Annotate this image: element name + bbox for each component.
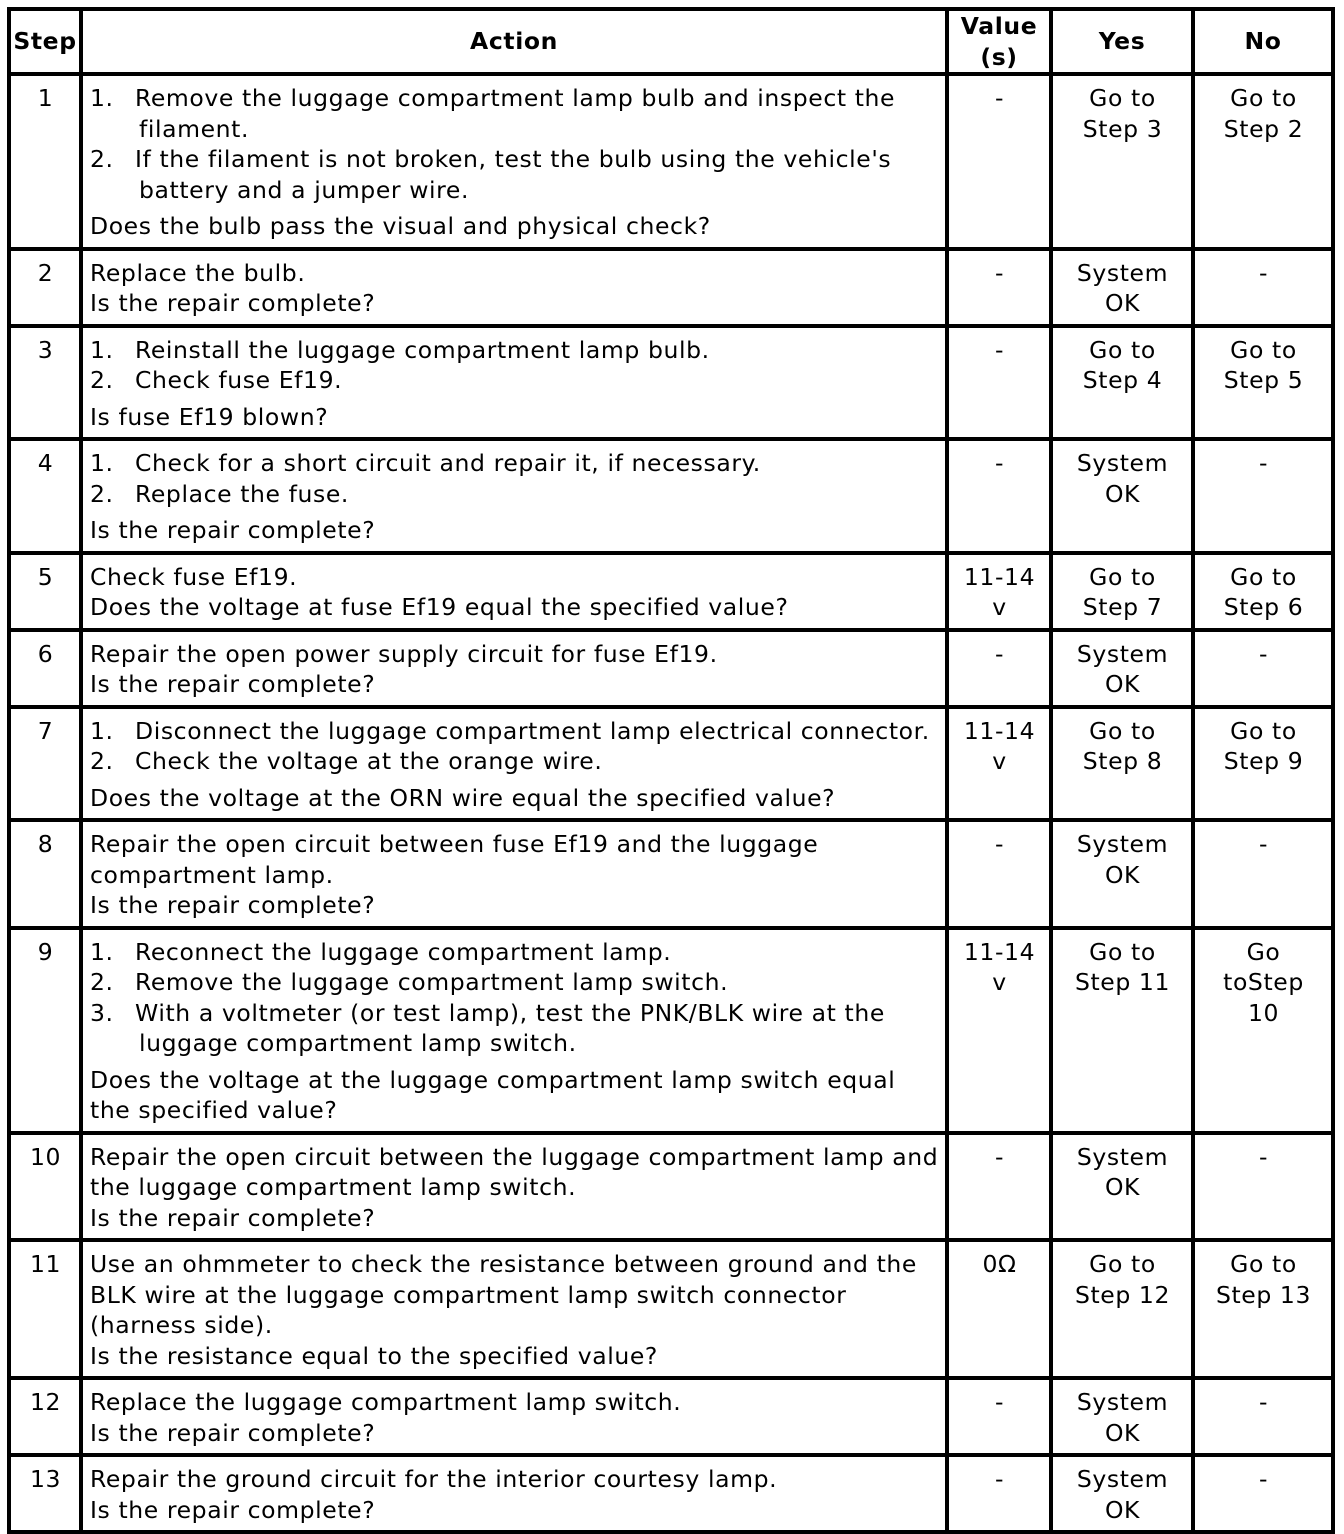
yes-cell: System OK — [1051, 1133, 1193, 1241]
action-question: Does the bulb pass the visual and physical check? — [90, 212, 711, 240]
action-list — [90, 83, 939, 205]
value-cell: 11-14 v — [947, 707, 1051, 821]
value-cell: - — [947, 820, 1051, 928]
action-list-item — [90, 937, 939, 968]
action-item-number: 2. — [90, 479, 114, 508]
action-list — [90, 335, 939, 396]
value-cell: - — [947, 1133, 1051, 1241]
step-number-cell: 12 — [9, 1378, 81, 1455]
header-action: Action — [81, 9, 947, 74]
value-cell: - — [947, 74, 1051, 249]
action-item-text: Reinstall the luggage compartment lamp bulb. — [135, 335, 710, 364]
action-list-item — [90, 83, 939, 144]
no-cell: - — [1193, 820, 1333, 928]
no-cell: Go toStep 10 — [1193, 928, 1333, 1133]
yes-cell: Go to Step 12 — [1051, 1240, 1193, 1378]
yes-cell: System OK — [1051, 249, 1193, 326]
no-cell: Go to Step 13 — [1193, 1240, 1333, 1378]
action-text: Replace the luggage compartment lamp switch. Is the repair complete? — [90, 1388, 682, 1447]
action-question: Is fuse Ef19 blown? — [90, 402, 329, 431]
action-text: Repair the open circuit between the luggage compartment lamp and the luggage compartment lamp switch. Is the repair complete? — [90, 1142, 939, 1232]
table-row — [9, 439, 1333, 553]
action-cell — [81, 1240, 947, 1378]
action-item-text: Check the voltage at the orange wire. — [135, 747, 603, 775]
no-cell: Go to Step 6 — [1193, 553, 1333, 630]
step-number-cell: 6 — [9, 630, 81, 707]
action-list — [90, 448, 939, 509]
action-text: Repair the open circuit between fuse Ef19 and the luggage compartment lamp. Is the repair complete? — [90, 830, 819, 919]
action-list — [90, 937, 939, 1059]
action-question: Does the voltage at the ORN wire equal the specified value? — [90, 783, 836, 812]
value-cell: - — [947, 1378, 1051, 1455]
action-cell — [81, 74, 947, 249]
no-cell: - — [1193, 630, 1333, 707]
yes-cell: System OK — [1051, 439, 1193, 553]
table-row — [9, 1133, 1333, 1241]
action-cell — [81, 1378, 947, 1455]
table-row — [9, 1455, 1333, 1532]
table-row — [9, 928, 1333, 1133]
value-cell: - — [947, 249, 1051, 326]
action-item-text: If the filament is not broken, test the bulb using the vehicle's battery and a jumper wire. — [135, 145, 892, 204]
header-value: Value (s) — [947, 9, 1051, 74]
table-row — [9, 553, 1333, 630]
action-text: Repair the open power supply circuit for fuse Ef19. Is the repair complete? — [90, 639, 718, 698]
table-row — [9, 1378, 1333, 1455]
header-yes: Yes — [1051, 9, 1193, 74]
action-list — [90, 716, 939, 777]
header-no: No — [1193, 9, 1333, 74]
yes-cell: System OK — [1051, 1455, 1193, 1532]
yes-cell: System OK — [1051, 1378, 1193, 1455]
action-question: Is the repair complete? — [90, 516, 376, 544]
step-number-cell: 4 — [9, 439, 81, 553]
action-list-item — [90, 746, 939, 777]
table-row — [9, 820, 1333, 928]
value-cell: - — [947, 439, 1051, 553]
no-cell: Go to Step 2 — [1193, 74, 1333, 249]
value-cell: 11-14 v — [947, 928, 1051, 1133]
action-item-text: Check for a short circuit and repair it, if necessary. — [135, 449, 761, 477]
table-row — [9, 326, 1333, 440]
no-cell: - — [1193, 439, 1333, 553]
action-list-item — [90, 967, 939, 998]
diagnostic-page — [7, 7, 1331, 1534]
action-text: Repair the ground circuit for the interior courtesy lamp. Is the repair complete? — [90, 1465, 778, 1524]
action-item-number: 3. — [90, 998, 114, 1027]
action-cell — [81, 1455, 947, 1532]
yes-cell: Go to Step 7 — [1051, 553, 1193, 630]
action-item-number: 1. — [90, 84, 114, 112]
yes-cell: System OK — [1051, 630, 1193, 707]
yes-cell: Go to Step 8 — [1051, 707, 1193, 821]
action-item-text: Replace the fuse. — [135, 479, 350, 508]
action-text: Check fuse Ef19. Does the voltage at fuse Ef19 equal the specified value? — [90, 562, 789, 621]
action-cell — [81, 820, 947, 928]
action-item-number: 2. — [90, 968, 114, 996]
action-cell — [81, 1133, 947, 1241]
action-list-item — [90, 335, 939, 366]
action-cell — [81, 249, 947, 326]
action-item-text: Disconnect the luggage compartment lamp electrical connector. — [135, 716, 930, 745]
action-list-item — [90, 716, 939, 747]
value-cell: 11-14 v — [947, 553, 1051, 630]
step-number-cell: 13 — [9, 1455, 81, 1532]
action-item-text: With a voltmeter (or test lamp), test the PNK/BLK wire at the luggage compartment lamp switch. — [135, 998, 885, 1057]
step-number-cell: 11 — [9, 1240, 81, 1378]
step-number-cell: 9 — [9, 928, 81, 1133]
value-cell: - — [947, 326, 1051, 440]
action-cell — [81, 439, 947, 553]
value-cell: 0Ω — [947, 1240, 1051, 1378]
header-step: Step — [9, 9, 81, 74]
step-number-cell: 5 — [9, 553, 81, 630]
step-number-cell: 8 — [9, 820, 81, 928]
action-item-number: 1. — [90, 449, 114, 477]
no-cell: - — [1193, 249, 1333, 326]
no-cell: - — [1193, 1378, 1333, 1455]
action-cell — [81, 326, 947, 440]
action-item-number: 1. — [90, 335, 114, 364]
action-cell — [81, 707, 947, 821]
action-cell — [81, 630, 947, 707]
step-number-cell: 7 — [9, 707, 81, 821]
action-list-item — [90, 365, 939, 396]
step-number-cell: 2 — [9, 249, 81, 326]
step-number-cell: 3 — [9, 326, 81, 440]
action-item-number: 1. — [90, 716, 114, 745]
action-text: Use an ohmmeter to check the resistance between ground and the BLK wire at the luggage compartment lamp switch connector (harness side). Is the resistance equal to the specified value? — [90, 1250, 917, 1370]
step-number-cell: 1 — [9, 74, 81, 249]
diagnostic-table — [7, 7, 1335, 1534]
yes-cell: Go to Step 4 — [1051, 326, 1193, 440]
action-item-number: 1. — [90, 937, 114, 966]
header-row — [9, 9, 1333, 74]
table-row — [9, 249, 1333, 326]
no-cell: - — [1193, 1133, 1333, 1241]
value-cell: - — [947, 1455, 1051, 1532]
table-row — [9, 707, 1333, 821]
yes-cell: Go to Step 3 — [1051, 74, 1193, 249]
action-item-text: Remove the luggage compartment lamp bulb and inspect the filament. — [135, 84, 896, 143]
action-list-item — [90, 144, 939, 205]
table-row — [9, 1240, 1333, 1378]
no-cell: - — [1193, 1455, 1333, 1532]
action-item-number: 2. — [90, 747, 114, 775]
action-question: Does the voltage at the luggage compartment lamp switch equal the specified value? — [90, 1065, 896, 1124]
action-list-item — [90, 998, 939, 1059]
action-item-number: 2. — [90, 145, 114, 173]
action-cell — [81, 553, 947, 630]
action-item-text: Remove the luggage compartment lamp switch. — [135, 968, 729, 996]
action-list-item — [90, 479, 939, 510]
step-number-cell: 10 — [9, 1133, 81, 1241]
table-row — [9, 74, 1333, 249]
action-list-item — [90, 448, 939, 479]
value-cell: - — [947, 630, 1051, 707]
action-cell — [81, 928, 947, 1133]
action-item-text: Reconnect the luggage compartment lamp. — [135, 937, 672, 966]
action-text: Replace the bulb. Is the repair complete? — [90, 258, 376, 317]
yes-cell: System OK — [1051, 820, 1193, 928]
no-cell: Go to Step 9 — [1193, 707, 1333, 821]
action-item-number: 2. — [90, 366, 114, 394]
yes-cell: Go to Step 11 — [1051, 928, 1193, 1133]
table-body — [9, 74, 1333, 1532]
table-row — [9, 630, 1333, 707]
action-item-text: Check fuse Ef19. — [135, 366, 343, 394]
no-cell: Go to Step 5 — [1193, 326, 1333, 440]
